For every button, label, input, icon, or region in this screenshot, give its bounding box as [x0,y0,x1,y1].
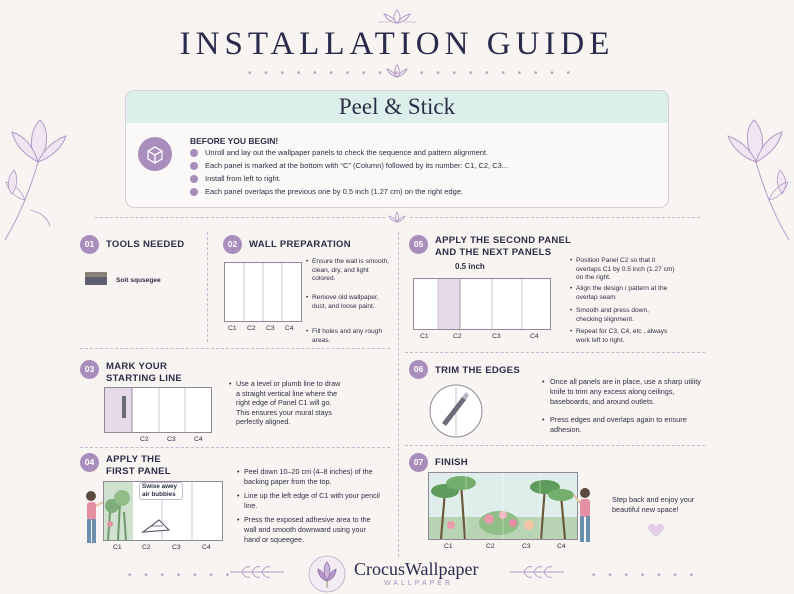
divider-dots-left: • • • • • • • • • • [248,68,404,79]
floral-sprig-right-icon [508,563,566,581]
check-icon [190,175,198,183]
finish-text: Step back and enjoy your beautiful new space! [612,495,695,514]
footer-dots-right: • • • • • • • [592,570,699,581]
squeegee-icon [85,272,107,286]
floral-sprig-left-icon [228,563,286,581]
step-number-03: 03 [80,360,99,379]
col-label: C3 [522,543,531,550]
step-title-mark: MARK YOUR STARTING LINE [106,361,183,384]
second-panel-note: • Position Panel C2 so that it overlaps C1 by 0.5 inch (1.27 cm) on the right. [570,257,675,282]
heart-icon [648,524,664,538]
lotus-icon-top [378,8,416,24]
step-number-06: 06 [409,360,428,379]
squeegee-icon [141,516,173,534]
col-label: C2 [247,325,256,332]
first-panel-note: • Press the exposed adhesive area to the wall and smooth downward using your hand or squeegee. [237,515,371,544]
col-label: C2 [486,543,495,550]
divider [95,217,385,218]
second-panel-diagram [413,278,551,330]
check-icon [190,149,198,157]
first-panel-note: • Peel down 10–20 cm (4–8 inches) of the backing paper from the top. [237,467,373,486]
divider [405,445,705,446]
person-illustration [573,485,597,549]
step-number-07: 07 [409,453,428,472]
check-icon [190,188,198,196]
step-number-05: 05 [409,235,428,254]
brand-sub: WALLPAPER [384,580,454,587]
floral-right-icon [704,100,794,250]
col-label: C1 [228,325,237,332]
col-label: C3 [167,436,176,443]
brand-name: CrocusWallpaper [354,559,479,579]
divider [80,348,390,349]
box-icon [138,137,172,171]
col-label: C4 [194,436,203,443]
second-panel-note: • Repeat for C3, C4, etc , always work left to right. [570,328,668,344]
col-label: C3 [172,544,181,551]
step-title-second-panel: APPLY THE SECOND PANEL AND THE NEXT PANELS [435,235,572,258]
wall-note: • Remove old wallpaper, dust, and loose paint. [306,294,379,310]
trim-note: • Press edges and overlaps again to ensure adhesion. [542,415,687,434]
wall-note: • Ensure the wall is smooth, clean, dry, and light colored. [306,258,389,283]
col-label: C1 [420,333,429,340]
col-label: C2 [140,436,149,443]
check-icon [190,162,198,170]
wall-note: • Fill holes and any rough areas. [306,328,383,344]
floral-left-icon [0,100,90,250]
footer-dots-left: • • • • • • • [128,570,235,581]
col-label: C1 [113,544,122,551]
lotus-icon-mid [385,64,409,83]
second-panel-note: • Smooth and press down, checking slignment. [570,307,649,323]
step-title-trim: TRIM THE EDGES [435,365,520,376]
mark-text: • Use a level or plumb line to draw a straight vertical line where the right edge of Panel C1 will go. This ensures your mural stays perfectly aligned. [229,379,341,427]
before-heading: BEFORE YOU BEGIN! [190,136,279,146]
tool-label: Soit squsegee [116,277,161,284]
wall-diagram [224,262,302,322]
crocus-logo-icon [308,555,346,593]
divider [398,232,399,557]
divider [207,232,208,342]
starting-line-diagram [104,387,212,433]
col-label: C4 [530,333,539,340]
overlap-label: 0.5 inch [455,262,485,271]
second-panel-note: • Align the design / pattern at the overlap seam [570,285,668,301]
callout-text: Swise awey air bubbies [142,483,178,498]
knife-trim-icon [428,383,484,439]
step-title-wall-prep: WALL PREPARATION [249,239,351,250]
col-label: C4 [285,325,294,332]
step-title-first-panel: APPLY THE FIRST PANEL [106,454,171,477]
step-number-04: 04 [80,453,99,472]
col-label: C3 [266,325,275,332]
divider [80,447,390,448]
divider-dots-right: • • • • • • • • • • [420,68,576,79]
col-label: C2 [142,544,151,551]
divider [405,352,705,353]
first-panel-note: • Line up the left edge of C1 with your pencil line. [237,491,380,510]
step-title-tools: TOOLS NEEDED [106,239,185,250]
step-title-finish: FINISH [435,457,468,468]
page-title: INSTALLATION GUIDE [179,26,615,62]
divider [410,217,700,218]
col-label: C2 [453,333,462,340]
trim-note: • Once all panels are in place, use a sharp utility knife to trim any excess along ceilings, baseboards, and around outlets. [542,377,701,406]
col-label: C3 [492,333,501,340]
col-label: C1 [444,543,453,550]
mural-image [428,472,578,540]
col-label: C4 [557,543,566,550]
step-number-02: 02 [223,235,242,254]
step-number-01: 01 [80,235,99,254]
lotus-icon-small [387,210,407,228]
peel-stick-heading: Peel & Stick [126,91,668,123]
person-illustration [80,488,104,550]
col-label: C4 [202,544,211,551]
